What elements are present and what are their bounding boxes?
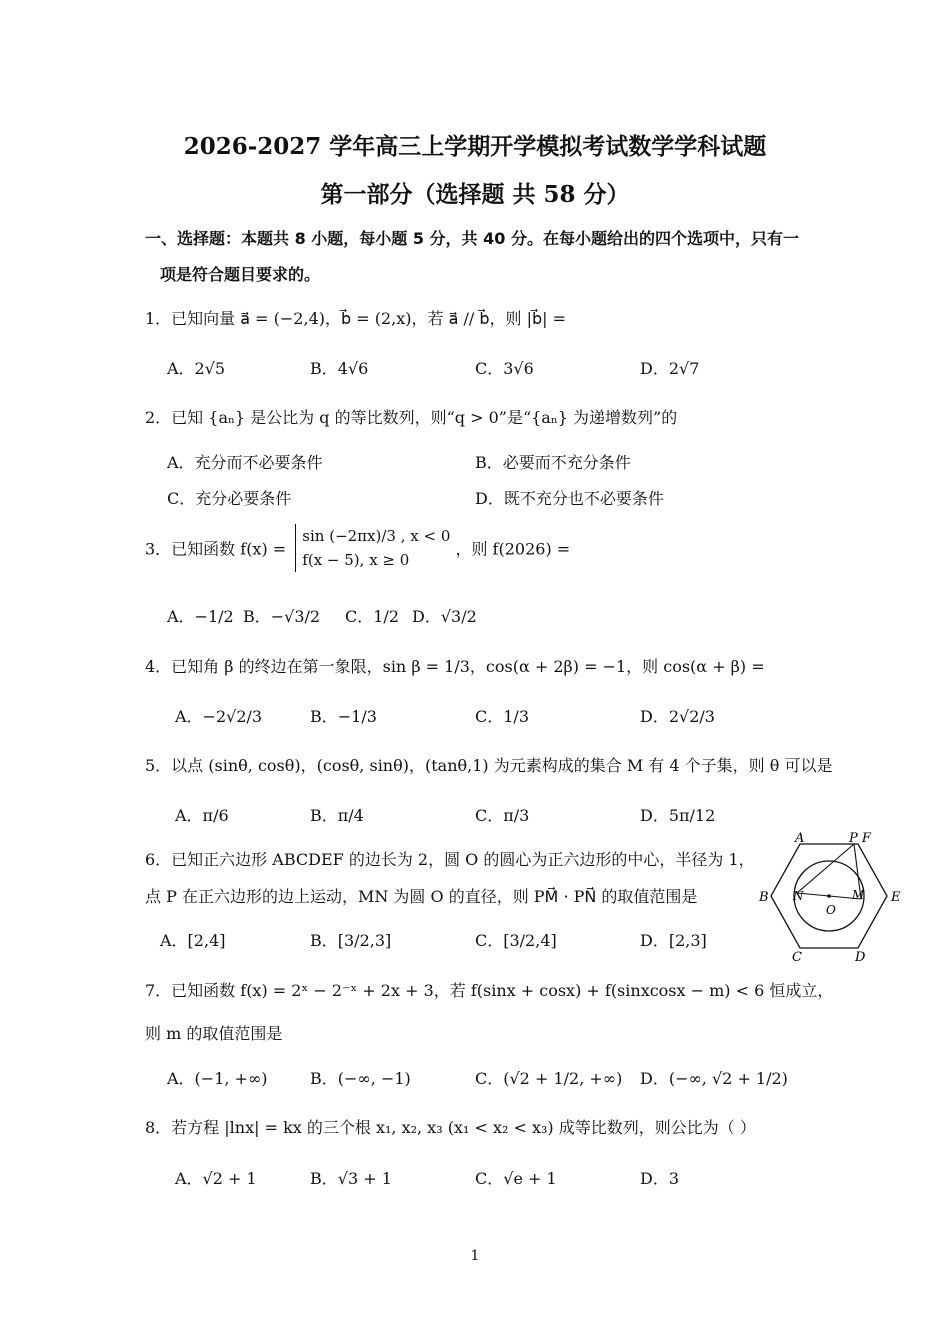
q6-option-c: C．[3/2,4] xyxy=(475,931,557,950)
question-3-stem xyxy=(145,524,570,572)
q8-option-b: B．√3 + 1 xyxy=(310,1169,392,1188)
question-7-line2: 则 m 的取值范围是 xyxy=(145,1024,283,1043)
q3-piecewise xyxy=(295,524,450,572)
q3-piece-2: f(x − 5), x ≥ 0 xyxy=(302,551,410,569)
q4-option-b: B．−1/3 xyxy=(310,707,377,726)
label-a: A xyxy=(795,831,805,846)
q3-stem-pre: 3．已知函数 f(x) = xyxy=(145,539,287,559)
page-number: 1 xyxy=(470,1248,480,1264)
q7-option-d: D．(−∞, √2 + 1/2) xyxy=(640,1069,788,1088)
question-6-line2: 点 P 在正六边形的边上运动，MN 为圆 O 的直径，则 PM⃗ · PN⃗ 的取值范围是 xyxy=(145,887,698,906)
q4-option-d: D．2√2/3 xyxy=(640,707,715,726)
segment-pn xyxy=(797,844,854,893)
question-4-stem: 4．已知角 β 的终边在第一象限，sin β = 1/3，cos(α + 2β) = −1，则 cos(α + β) = xyxy=(145,657,765,676)
section-instructions-line2: 项是符合题目要求的。 xyxy=(160,265,321,284)
question-1-stem: 1．已知向量 a⃗ = (−2,4)，b⃗ = (2,x)，若 a⃗ // b⃗，则 |b⃗| = xyxy=(145,309,567,328)
label-e: E xyxy=(891,890,901,905)
question-5-stem: 5．以点 (sinθ, cosθ)，(cosθ, sinθ)，(tanθ,1) 为元素构成的集合 M 有 4 个子集，则 θ 可以是 xyxy=(145,756,833,775)
hexagon-circle-figure xyxy=(755,828,910,963)
q8-option-c: C．√e + 1 xyxy=(475,1169,557,1188)
q8-option-a: A．√2 + 1 xyxy=(175,1169,257,1188)
q1-option-b: B．4√6 xyxy=(310,359,369,378)
q5-option-b: B．π/4 xyxy=(310,806,364,825)
q2-option-b: B．必要而不充分条件 xyxy=(475,453,631,472)
label-d: D xyxy=(855,950,866,963)
q5-option-c: C．π/3 xyxy=(475,806,530,825)
q6-option-a: A．[2,4] xyxy=(160,931,226,950)
q2-option-d: D．既不充分也不必要条件 xyxy=(475,489,664,508)
label-b: B xyxy=(759,890,769,905)
label-o: O xyxy=(826,903,836,917)
q2-option-a: A．充分而不必要条件 xyxy=(167,453,323,472)
q3-option-a: A．−1/2 xyxy=(167,607,234,626)
q4-option-c: C．1/3 xyxy=(475,707,529,726)
q7-option-b: B．(−∞, −1) xyxy=(310,1069,411,1088)
q1-option-d: D．2√7 xyxy=(640,359,700,378)
q5-option-a: A．π/6 xyxy=(175,806,229,825)
q1-option-c: C．3√6 xyxy=(475,359,534,378)
q4-option-a: A．−2√2/3 xyxy=(175,707,263,726)
q3-option-d: D．√3/2 xyxy=(412,607,477,626)
q5-option-d: D．5π/12 xyxy=(640,806,716,825)
q2-option-c: C．充分必要条件 xyxy=(167,489,292,508)
q8-option-d: D．3 xyxy=(640,1169,680,1188)
q6-option-b: B．[3/2,3] xyxy=(310,931,392,950)
q3-option-c: C．1/2 xyxy=(345,607,399,626)
q7-option-c: C．(√2 + 1/2, +∞) xyxy=(475,1069,623,1088)
label-pf: P F xyxy=(849,831,871,846)
question-8-stem: 8．若方程 |lnx| = kx 的三个根 x₁, x₂, x₃ (x₁ < x₂ < x₃) 成等比数列，则公比为（ ） xyxy=(145,1118,756,1137)
q6-option-d: D．[2,3] xyxy=(640,931,707,950)
q3-piece-1: sin (−2πx)/3 , x < 0 xyxy=(302,527,451,545)
q1-option-a: A．2√5 xyxy=(167,359,226,378)
exam-title: 2026-2027 学年高三上学期开学模拟考试数学学科试题 xyxy=(183,133,767,160)
part-title: 第一部分（选择题 共 58 分） xyxy=(320,181,630,208)
question-2-stem: 2．已知 {aₙ} 是公比为 q 的等比数列，则“q > 0”是“{aₙ} 为递增数列”的 xyxy=(145,408,678,427)
label-c: C xyxy=(792,950,802,963)
question-6-line1: 6．已知正六边形 ABCDEF 的边长为 2，圆 O 的圆心为正六边形的中心，半径为 1， xyxy=(145,850,755,869)
center-point xyxy=(827,894,831,898)
q7-option-a: A．(−1, +∞) xyxy=(167,1069,268,1088)
label-n: N xyxy=(793,889,804,903)
q3-option-b: B．−√3/2 xyxy=(243,607,321,626)
question-7-line1: 7．已知函数 f(x) = 2ˣ − 2⁻ˣ + 2x + 3，若 f(sinx + cosx) + f(sinxcosx − m) < 6 恒成立， xyxy=(145,981,834,1000)
section-instructions-line1: 一、选择题：本题共 8 小题，每小题 5 分，共 40 分。在每小题给出的四个选项中，只有一 xyxy=(145,229,799,248)
q3-stem-post: ，则 f(2026) = xyxy=(455,539,571,559)
label-m: M xyxy=(852,888,865,902)
